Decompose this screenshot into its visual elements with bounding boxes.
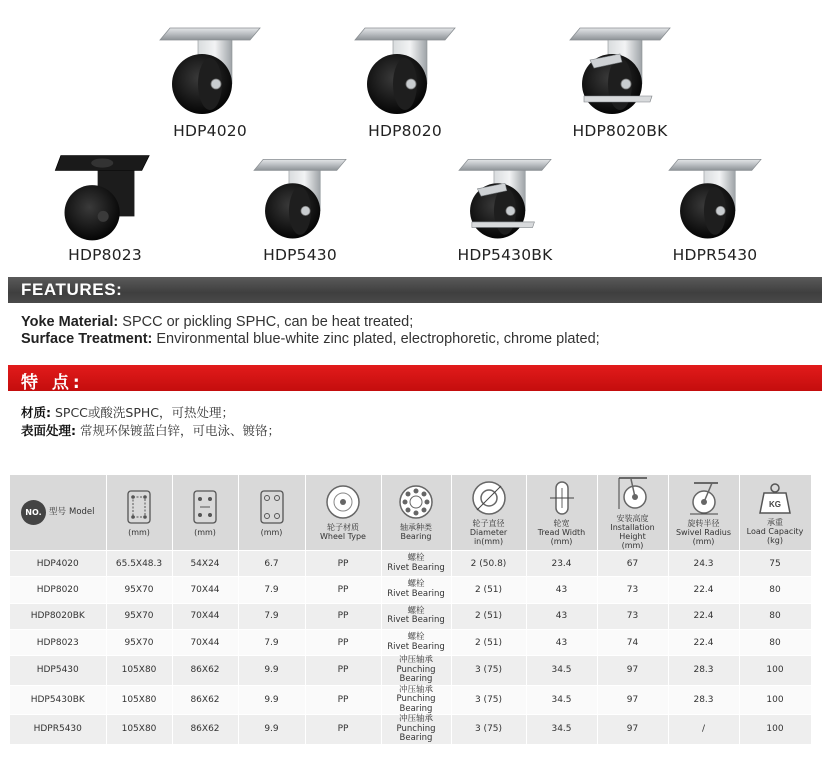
feature-label: Yoke Material: (21, 314, 119, 330)
tread-cell: 34.5 (526, 715, 597, 745)
header-tread (526, 475, 597, 551)
caster-brake-photo (550, 20, 690, 120)
bolt-hole-icon (257, 489, 287, 525)
model-header-en: Model (68, 507, 95, 517)
header-model (10, 475, 106, 551)
header-bolt (238, 475, 305, 551)
model-cell: HDP8023 (10, 629, 106, 655)
bearing-en-value: Rivet Bearing (387, 562, 445, 573)
bearing-cell (381, 715, 451, 745)
bolt-cell: 9.9 (238, 656, 305, 686)
tread-cell: 23.4 (526, 551, 597, 577)
model-cell: HDP8020 (10, 577, 106, 603)
table-row (10, 577, 811, 603)
product-label: HDP8023 (68, 246, 142, 264)
product-card (430, 152, 580, 264)
feature-yoke-en (21, 314, 413, 330)
weight-icon (755, 481, 795, 515)
holes-cell: 70X44 (172, 603, 238, 629)
features-en-header (8, 277, 822, 303)
model-cell: HDP4020 (10, 551, 106, 577)
diameter-cell: 2 (50.8) (451, 551, 526, 577)
tread-cell: 43 (526, 603, 597, 629)
bearing-cell (381, 577, 451, 603)
bearing-cn-value: 螺栓 (407, 553, 425, 564)
bearing-en-value: Rivet Bearing (387, 588, 445, 599)
diameter-unit: in(mm) (473, 536, 504, 546)
diameter-cell: 3 (75) (451, 685, 526, 715)
wheel-type-cell: PP (305, 577, 381, 603)
features-en-title: FEATURES: (21, 280, 123, 299)
bearing-cell (381, 551, 451, 577)
model-header-cn: 型号 (48, 507, 66, 517)
swivel-cell: / (668, 715, 739, 745)
bolt-cell: 9.9 (238, 685, 305, 715)
feature-label: 表面处理: (21, 423, 76, 438)
plate-cell: 95X70 (106, 629, 172, 655)
wheel-type-cell: PP (305, 656, 381, 686)
table-row (10, 656, 811, 686)
product-label: HDP5430BK (457, 246, 553, 264)
caster-brake-photo (435, 152, 575, 244)
bearing-en: Bearing (400, 532, 432, 541)
tread-unit: (mm) (550, 536, 573, 546)
caster-photo (335, 20, 475, 120)
bolt-cell: 7.9 (238, 629, 305, 655)
swivel-cell: 28.3 (668, 656, 739, 686)
height-cell: 97 (597, 656, 668, 686)
holes-unit: (mm) (194, 527, 216, 537)
height-cell: 73 (597, 577, 668, 603)
height-cell: 74 (597, 629, 668, 655)
holes-cell: 70X44 (172, 577, 238, 603)
holes-cell: 86X62 (172, 685, 238, 715)
model-cell: HDP5430 (10, 656, 106, 686)
no-badge-icon: NO. (21, 500, 46, 525)
features-cn-title: 特 点: (21, 373, 84, 393)
kg-label: KG (769, 499, 781, 509)
wheel-type-icon (323, 484, 363, 520)
tread-cell: 43 (526, 577, 597, 603)
tread-cell: 34.5 (526, 685, 597, 715)
height-cell: 67 (597, 551, 668, 577)
header-diameter (451, 475, 526, 551)
product-label: HDP4020 (173, 122, 247, 140)
header-holes (172, 475, 238, 551)
model-cell: HDP8020BK (10, 603, 106, 629)
bearing-en-value: Punching Bearing (396, 723, 436, 744)
height-unit: (mm) (621, 541, 644, 550)
table-row (10, 551, 811, 577)
feature-value: SPCC or pickling SPHC, can be heat treated; (118, 314, 414, 330)
tread-width-icon (542, 480, 582, 516)
diameter-cn: 轮子直径 (472, 518, 505, 528)
hole-spacing-icon (190, 489, 220, 525)
product-card (335, 20, 475, 140)
tread-cell: 43 (526, 629, 597, 655)
height-cell: 73 (597, 603, 668, 629)
bolt-unit: (mm) (260, 527, 283, 537)
wheel-type-cell: PP (305, 629, 381, 655)
bolt-cell: 7.9 (238, 603, 305, 629)
wheel-type-cell: PP (305, 715, 381, 745)
wheel-type-en: Wheel Type (320, 532, 366, 541)
swivel-cell: 22.4 (668, 629, 739, 655)
product-gallery (0, 0, 830, 270)
product-card (230, 152, 370, 264)
swivel-cn: 旋转半径 (687, 518, 720, 528)
feature-value: SPCC或酸洗SPHC，可热处理； (51, 405, 235, 420)
tread-cell: 34.5 (526, 656, 597, 686)
holes-cell: 54X24 (172, 551, 238, 577)
load-cell: 80 (739, 629, 811, 655)
header-load (739, 475, 811, 551)
swivel-unit: (mm) (692, 536, 715, 546)
table-row (10, 629, 811, 655)
product-card (640, 152, 790, 264)
load-cell: 100 (739, 685, 811, 715)
top-plate-icon (124, 489, 154, 525)
tread-cn: 轮宽 (553, 518, 570, 528)
bearing-en-value: Punching Bearing (396, 694, 436, 714)
bearing-icon (396, 484, 436, 520)
product-label: HDPR5430 (672, 246, 758, 264)
load-en: Load Capacity (746, 526, 804, 536)
bearing-cell (381, 656, 451, 686)
swivel-cell: 22.4 (668, 603, 739, 629)
product-card (140, 20, 280, 140)
plate-cell: 105X80 (106, 685, 172, 715)
table-row (10, 603, 811, 629)
bolt-cell: 7.9 (238, 577, 305, 603)
product-label: HDP8020BK (572, 122, 668, 140)
product-card (545, 20, 695, 140)
feature-label: 材质: (21, 405, 51, 420)
load-cell: 100 (739, 656, 811, 686)
load-cell: 80 (739, 603, 811, 629)
header-swivel (668, 475, 739, 551)
plate-cell: 95X70 (106, 603, 172, 629)
header-height (597, 475, 668, 551)
wheel-type-cn: 轮子材质 (327, 523, 359, 532)
feature-label: Surface Treatment: (21, 331, 153, 347)
load-cell: 75 (739, 551, 811, 577)
swivel-cell: 22.4 (668, 577, 739, 603)
caster-rigid-photo (645, 152, 785, 244)
load-cell: 100 (739, 715, 811, 745)
product-label: HDP5430 (263, 246, 337, 264)
bearing-cell (381, 629, 451, 655)
height-en: Installation Height (610, 523, 655, 541)
bearing-cell (381, 603, 451, 629)
header-bearing (381, 475, 451, 551)
plate-unit: (mm) (128, 527, 150, 537)
diameter-en: Diameter (469, 527, 508, 537)
plate-cell: 65.5X48.3 (106, 551, 172, 577)
diameter-cell: 3 (75) (451, 715, 526, 745)
bearing-cn-value: 螺栓 (407, 579, 425, 590)
wheel-type-cell: PP (305, 685, 381, 715)
bearing-en-value: Rivet Bearing (387, 615, 445, 626)
height-cell: 97 (597, 715, 668, 745)
bearing-cell (381, 685, 451, 715)
spec-header-row (10, 475, 811, 551)
height-cell: 97 (597, 685, 668, 715)
holes-cell: 70X44 (172, 629, 238, 655)
bearing-cn-value: 螺栓 (407, 605, 425, 616)
table-row (10, 685, 811, 715)
plate-cell: 105X80 (106, 656, 172, 686)
swivel-cell: 28.3 (668, 685, 739, 715)
load-cn: 承重 (767, 517, 783, 527)
load-cell: 80 (739, 577, 811, 603)
feature-surface-cn (21, 421, 280, 439)
wheel-type-cell: PP (305, 551, 381, 577)
installation-height-icon (613, 475, 653, 511)
holes-cell: 86X62 (172, 656, 238, 686)
bearing-en-value: Rivet Bearing (387, 641, 445, 652)
height-cn: 安装高度 (616, 514, 649, 523)
header-plate (106, 475, 172, 551)
bearing-cn-value: 冲压轴承 (398, 714, 433, 725)
caster-photo (140, 20, 280, 120)
feature-value: Environmental blue-white zinc plated, electrophoretic, chrome plated; (152, 331, 600, 347)
plate-cell: 95X70 (106, 577, 172, 603)
diameter-cell: 2 (51) (451, 603, 526, 629)
wheel-type-cell: PP (305, 603, 381, 629)
load-unit: (kg) (767, 535, 783, 545)
diameter-cell: 2 (51) (451, 577, 526, 603)
feature-surface-en (21, 331, 600, 347)
plate-cell: 105X80 (106, 715, 172, 745)
product-card (35, 152, 175, 264)
bolt-cell: 6.7 (238, 551, 305, 577)
tread-en: Tread Width (537, 527, 586, 537)
bearing-cn-value: 冲压轴承 (398, 684, 433, 695)
bearing-en-value: Punching Bearing (396, 664, 436, 685)
diameter-cell: 3 (75) (451, 656, 526, 686)
caster-photo (230, 152, 370, 244)
diameter-cell: 2 (51) (451, 629, 526, 655)
swivel-cell: 24.3 (668, 551, 739, 577)
product-label: HDP8020 (368, 122, 442, 140)
bolt-cell: 9.9 (238, 715, 305, 745)
bearing-cn-value: 螺栓 (407, 632, 425, 643)
spec-table (10, 475, 812, 745)
holes-cell: 86X62 (172, 715, 238, 745)
table-row (10, 715, 811, 745)
caster-black-photo (35, 152, 175, 244)
header-wheel-type (305, 475, 381, 551)
bearing-cn-value: 冲压轴承 (398, 655, 433, 666)
feature-value: 常规环保镀蓝白锌，可电泳、镀铬； (76, 423, 280, 438)
features-cn-header (8, 365, 822, 391)
model-cell: HDP5430BK (10, 685, 106, 715)
diameter-icon (469, 480, 509, 516)
feature-yoke-cn (21, 403, 234, 421)
swivel-en: Swivel Radius (675, 527, 732, 537)
bearing-cn: 轴承种类 (400, 523, 432, 532)
model-cell: HDPR5430 (10, 715, 106, 745)
swivel-radius-icon (684, 480, 724, 516)
